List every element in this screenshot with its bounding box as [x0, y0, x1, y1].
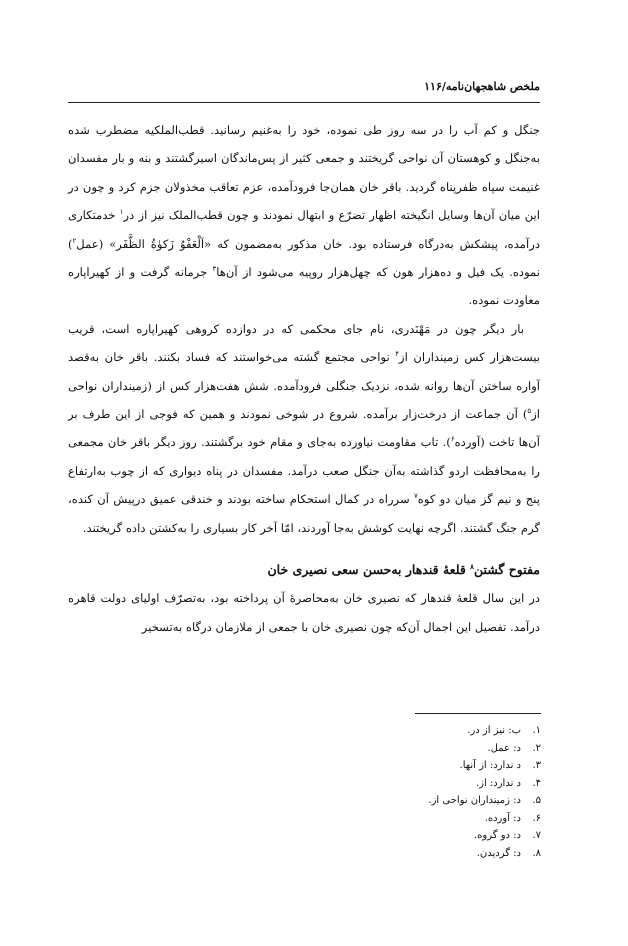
text-line: و خندقی عمیق درپیش آن کنده، گرم جنگ گشتند. اگرچه نهایت کوشش به‌جا آوردند، امّا [68, 492, 540, 535]
text-line: ). تاب مقاومت نیاورده به‌جای و مقام خود برگشتند. روز [179, 435, 451, 450]
footnote-number: ۳. [532, 760, 541, 771]
footnote-ref-1[interactable]: ۱ [119, 208, 124, 217]
footnote-text: د: دو گروه. [474, 830, 521, 841]
paragraph-1 [68, 116, 540, 315]
footnote-item [241, 845, 541, 863]
footnote-ref-5[interactable]: ۵ [527, 407, 532, 416]
footnote-ref-8[interactable]: ۸ [470, 561, 474, 571]
text-line: نواحی مجتمع گشته می‌خواستند که فساد بکنند. باقر خان به‌قصد [68, 350, 396, 365]
body-text [68, 116, 540, 641]
text-line: جرمانه گرفت و از کهیراپاره معاودت نموده. [68, 265, 540, 308]
footnote-ref-6[interactable]: ۶ [450, 435, 455, 444]
page-header [68, 78, 540, 103]
text-line: بیست‌هزار کس زمینداران از [399, 350, 541, 365]
footnote-text: د: گردیدن. [476, 847, 521, 859]
footnote-number: ۲. [532, 742, 541, 754]
text-line: مفسدان غنیمت سپاه ظفرپناه گردید. باقر خان همان‌جا فرودآمده، عزم تعاقب مخذولان [68, 151, 540, 194]
text-line: دیواری که از چوب به‌ارتفاع پنج و نیم گز میان دو کوه [68, 463, 540, 507]
text-line: به‌جنگل و کوهستان آن نواحی گریختند و جمعی کثیر از پس‌ماندگان اسیرگشتند و بنه و بار [112, 151, 540, 166]
footnote-ref-4[interactable]: ۴ [395, 350, 399, 359]
text-line: خدمتکاری درآمده، پیشکش به‌درگاه فرستاده بود. خان مذکور به‌مضمون [68, 208, 540, 251]
text-line: دیگر باقر خان مجمعی را به‌محافظت اردو گذاشته به‌آن جنگل صعب درآمد. مفسدان در پناه [68, 435, 541, 478]
text-line: آواره ساختن آن‌ها روانه شده، نزدیک جنگلی فرودآمده. شش هفت‌هزار کس از (زمینداران [101, 378, 541, 393]
text-line: قاهره درآمد. تفصیل این اجمال آن‌که چون نصیری خان با جمعی از ملازمان درگاه به‌تسخیر [68, 591, 540, 634]
section-heading [68, 556, 540, 584]
paragraph-3 [68, 584, 540, 641]
text-line: ) نموده. یک فیل و ده‌هزار هون که چهل‌هزار روپیه می‌شود از [68, 236, 540, 280]
footnote-item [241, 722, 541, 740]
footnotes-list [241, 722, 541, 862]
text-line: بار دیگر چون در مَهْنَدری، نام جای محکمی که در دوازده کروهی کهیراپاره است، قریب [68, 321, 524, 336]
section-heading-text: قلعهٔ قندهار به‌حسن سعی نصیری خان [267, 562, 471, 578]
footnote-item [241, 775, 541, 793]
text-line: که «اَلْعَفْوُ زَکوٰةُ الظَّفَر» (عمل [76, 236, 229, 251]
running-header-title: ملخص شاهجهان‌نامه/۱۱۶ [424, 80, 540, 93]
section-heading-text: مفتوح گشتن [473, 562, 540, 578]
text-line: ) آن جماعت از درخت‌زار برآمده. شروع در شوخی نمودند و همین که فوجی از [135, 407, 528, 422]
footnote-ref-3[interactable]: ۳ [212, 265, 217, 274]
footnote-text: د ندارد: از. [475, 777, 521, 789]
footnote-item [241, 827, 541, 845]
text-line: این طرف بر آن‌ها تاخت (آورده [68, 407, 541, 450]
footnote-item [241, 740, 541, 758]
text-line: آخر کار بسیاری را به‌کشتن داده گریختند. [82, 520, 278, 535]
text-line: جنگل و کم آب را در سه روز طی نموده، خود را به‌غنیم رسانید. قطب‌الملکیه مضطرب شده [68, 123, 540, 137]
footnote-text: د: عمل. [487, 742, 521, 754]
footnote-number: ۴. [532, 777, 541, 789]
footnote-item [241, 810, 541, 828]
footnote-text: د: آورده. [484, 812, 521, 824]
footnote-ref-2[interactable]: ۲ [72, 236, 77, 245]
footnote-text: د: زمینداران نواحی از. [428, 795, 521, 806]
footnote-number: ۷. [532, 830, 541, 841]
text-line: در این سال قلعهٔ قندهار که نصیری خان به‌محاصرهٔ آن پرداخته بود، به‌تصرّف اولیای دولت [100, 591, 540, 606]
text-line: آن‌ها [216, 265, 238, 280]
footnote-text: د ندارد: از آنها. [459, 760, 521, 771]
footnote-number: ۱. [532, 725, 541, 736]
text-line: سرراه در کمال استحکام ساخته بودند [227, 492, 414, 507]
footnote-item [241, 792, 541, 810]
footnote-divider [415, 713, 541, 714]
footnote-number: ۶. [532, 812, 541, 824]
footnote-text: ب: نیز از در. [467, 725, 521, 736]
text-line: جزم کرد و چون در این میان آن‌ها وسایل انگیخته اظهار تضرّع و ابتهال نمودند و چون [68, 179, 540, 223]
footnote-number: ۵. [532, 795, 541, 806]
text-line: قطب‌الملک نیز از در [123, 208, 223, 223]
paragraph-2 [68, 315, 540, 542]
footnote-ref-7[interactable]: ۷ [414, 492, 418, 501]
footnote-item [241, 757, 541, 775]
text-line: نواحی از [68, 378, 541, 422]
footnote-number: ۸. [532, 847, 541, 859]
